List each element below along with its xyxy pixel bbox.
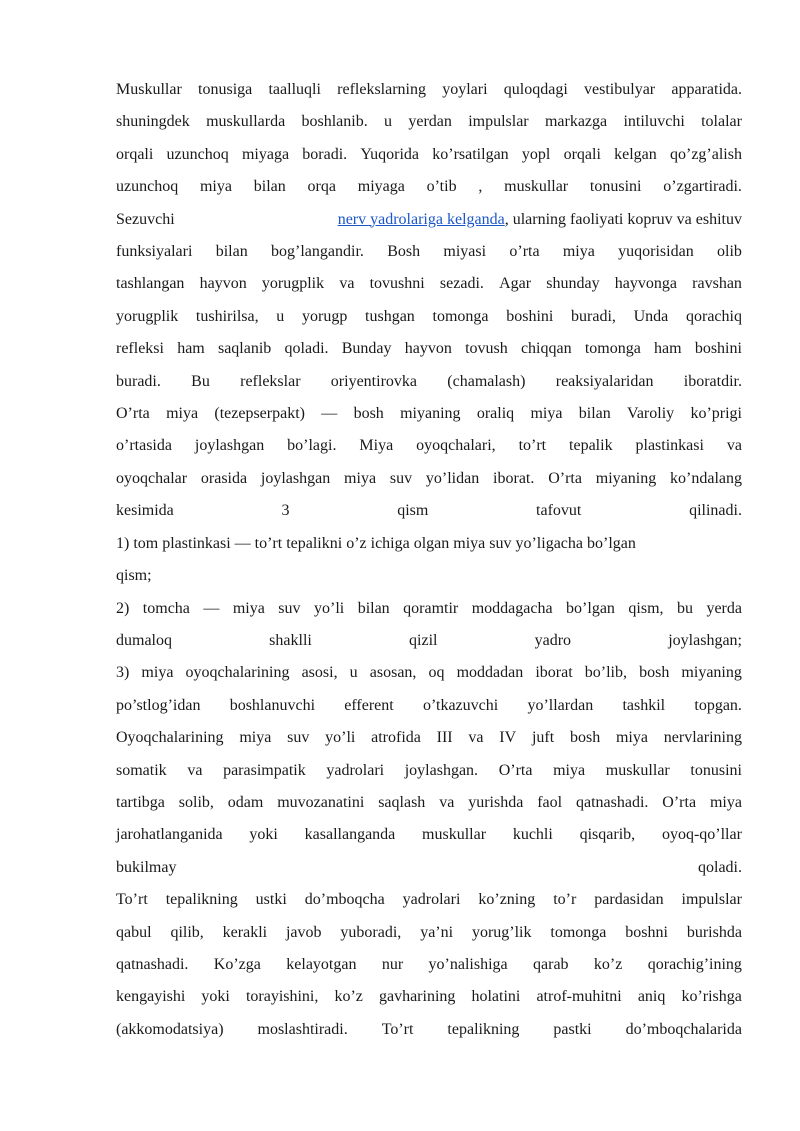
text-line: somatik va parasimpatik yadrolari joylashgan. O’rta miya muskullar tonusini (116, 761, 742, 779)
text-line: shuningdek muskullarda boshlanib. u yerdan impulslar markazga intiluvchi tolalar (116, 113, 742, 131)
list-item-1-line: qism; (116, 567, 152, 585)
text-line: 3) miya oyoqchalarining asosi, u asosan, oq moddadan iborat bo’lib, bosh miyaning (116, 664, 742, 682)
text-line: To’rt tepalikning ustki do’mboqcha yadrolari ko’zning to’r pardasidan impulslar (116, 891, 742, 909)
text-line: uzunchoq miya bilan orqa miyaga o’tib , muskullar tonusini o’zgartiradi. (116, 178, 742, 196)
text-line: buradi. Bu reflekslar oriyentirovka (chamalash) reaksiyalaridan iboratdir. (116, 372, 742, 390)
spread-line: dumaloq shaklli qizil yadro joylashgan; (116, 631, 742, 649)
text-fragment: Sezuvchi (116, 210, 175, 228)
text-line: tartibga solib, odam muvozanatini saqlash va yurishda faol qatnashadi. O’rta miya (116, 793, 742, 811)
text-line: kengayishi yoki torayishini, ko’z gavharining holatini atrof-muhitni aniq ko’rishga (116, 988, 742, 1006)
text-line: O’rta miya (tezepserpakt) — bosh miyaning oraliq miya bilan Varoliy ko’prigi (116, 405, 742, 423)
text-line: oyoqchalar orasida joylashgan miya suv yo’lidan iborat. O’rta miyaning ko’ndalang (116, 469, 742, 487)
nerv-yadrolari-link[interactable]: nerv yadrolariga kelganda (337, 210, 505, 228)
spread-line: (akkomodatsiya) moslashtiradi. To’rt tepalikning pastki do’mboqchalarida (116, 1020, 742, 1038)
text-line: Muskullar tonusiga taalluqli reflekslarning yoylari quloqdagi vestibulyar apparatida. (116, 81, 742, 98)
document-page (116, 74, 742, 1046)
text-fragment: , ularning faoliyati kopruv va eshituv (504, 210, 742, 228)
text-line: tashlangan hayvon yorugplik va tovushni sezadi. Agar shunday hayvonga ravshan (116, 275, 742, 293)
list-item-1-line: 1) tom plastinkasi — to’rt tepalikni o’z ichiga olgan miya suv yo’ligacha bo’lgan (116, 534, 636, 552)
text-line: refleksi ham saqlanib qoladi. Bunday hayvon tovush chiqqan tomonga ham boshini (116, 340, 742, 358)
text-line: qatnashadi. Ko’zga kelayotgan nur yo’nalishiga qarab ko’z qorachig’ining (116, 955, 742, 973)
text-line: yorugplik tushirilsa, u yorugp tushgan tomonga boshini buradi, Unda qorachiq (116, 307, 742, 325)
text-line: jarohatlanganida yoki kasallanganda muskullar kuchli qisqarib, oyoq-qo’llar (116, 826, 742, 844)
text-line: o’rtasida joylashgan bo’lagi. Miya oyoqchalari, to’rt tepalik plastinkasi va (116, 437, 742, 455)
spread-line: bukilmay qoladi. (116, 858, 742, 876)
text-line-with-link (116, 204, 742, 236)
text-line: funksiyalari bilan bog’langandir. Bosh miyasi o’rta miya yuqorisidan olib (116, 243, 742, 261)
text-line: orqali uzunchoq miyaga boradi. Yuqorida ko’rsatilgan yopl orqali kelgan qo’zg’alish (116, 145, 742, 163)
spread-line: kesimida 3 qism tafovut qilinadi. (116, 502, 742, 520)
text-line: qabul qilib, kerakli javob yuboradi, ya’ni yorug’lik tomonga boshni burishda (116, 923, 742, 941)
text-line: Oyoqchalarining miya suv yo’li atrofida III va IV juft bosh miya nervlarining (116, 729, 742, 747)
list-item-2-line: 2) tomcha — miya suv yo’li bilan qoramtir moddagacha bo’lgan qism, bu yerda (116, 599, 742, 617)
text-line: po’stlog’idan boshlanuvchi efferent o’tkazuvchi yo’llardan tashkil topgan. (116, 696, 742, 714)
